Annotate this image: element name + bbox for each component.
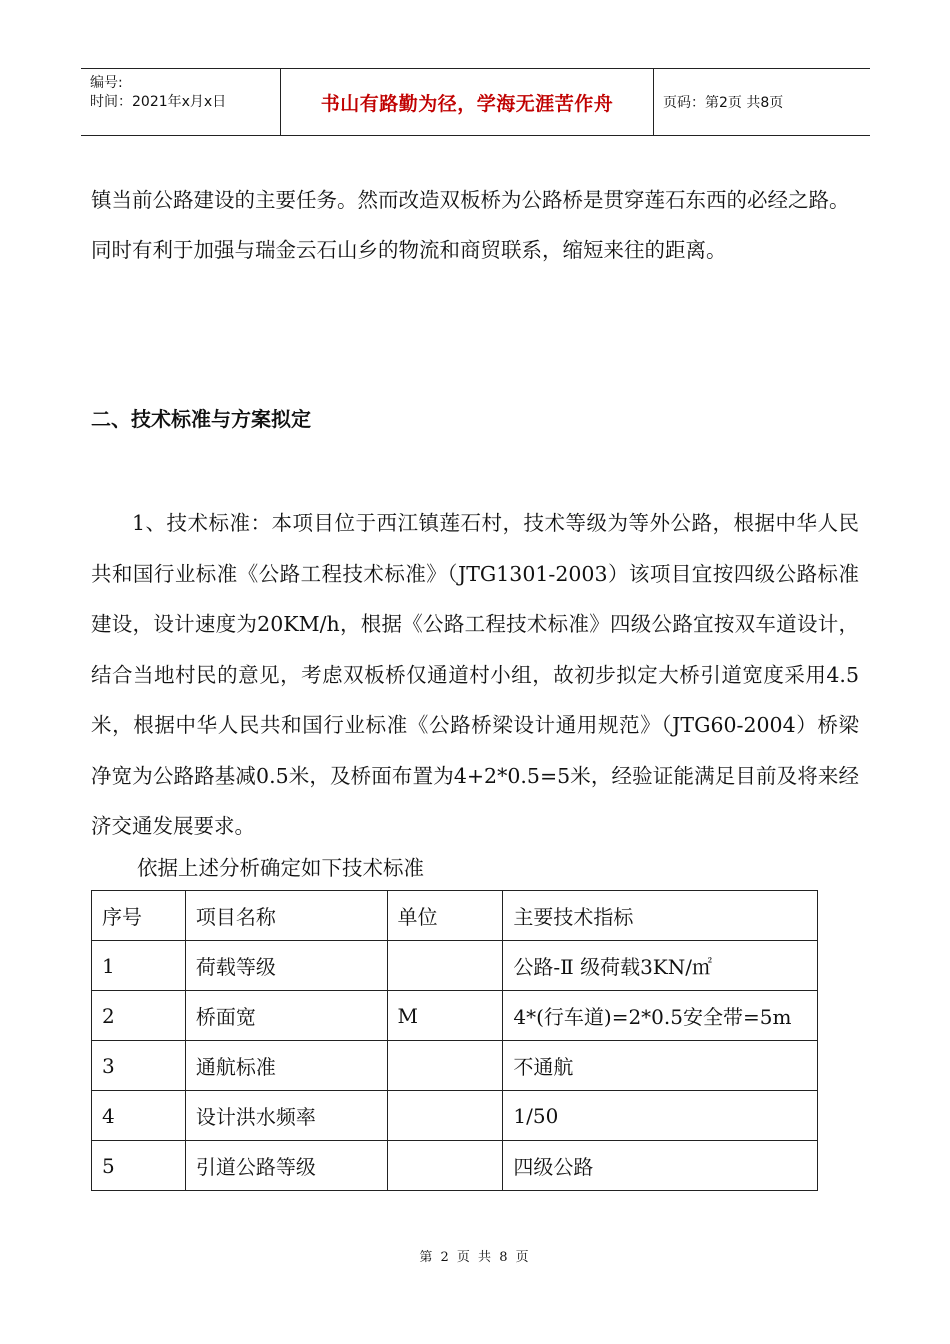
table-cell: 四级公路 [503,1141,818,1191]
table-row [92,1041,818,1091]
table-cell: 引道公路等级 [185,1141,387,1191]
table-cell: 3 [92,1041,186,1091]
table-cell: 设计洪水频率 [185,1091,387,1141]
header-page-info: 页码：第2页 共8页 [663,95,784,111]
document-number-label: 编号: [90,75,123,91]
table-cell: 1 [92,941,186,991]
table-cell: 5 [92,1141,186,1191]
header-motto-cell [281,69,654,135]
table-cell: 2 [92,991,186,1041]
table-cell: 桥面宽 [185,991,387,1041]
table-header-cell: 项目名称 [185,891,387,941]
table-cell: 4 [92,1091,186,1141]
table-row [92,941,818,991]
table-cell: 不通航 [503,1041,818,1091]
table-cell [387,1091,503,1141]
table-cell: 4*(行车道)=2*0.5安全带=5m [503,991,818,1041]
table-row [92,1091,818,1141]
page-header [81,68,870,136]
table-header-row [92,891,818,941]
table-row [92,991,818,1041]
table-header-cell: 单位 [387,891,503,941]
table-cell: 荷载等级 [185,941,387,991]
technical-standards-table [91,890,818,1191]
table-cell [387,1141,503,1191]
table-cell: 通航标准 [185,1041,387,1091]
table-header-cell: 主要技术指标 [503,891,818,941]
table-cell: 1/50 [503,1091,818,1141]
table-cell: M [387,991,503,1041]
document-date-label: 时间：2021年x月x日 [90,94,227,110]
table-caption: 依据上述分析确定如下技术标准 [137,856,424,880]
body-paragraph-1: 镇当前公路建设的主要任务。然而改造双板桥为公路桥是贯穿莲石东西的必经之路。同时有利于加强与瑞金云石山乡的物流和商贸联系，缩短来往的距离。 [91,188,850,262]
table-cell [387,941,503,991]
table-row [92,1141,818,1191]
section-heading: 二、技术标准与方案拟定 [91,407,311,431]
table-cell [387,1041,503,1091]
body-paragraph-2: 1、技术标准：本项目位于西江镇莲石村，技术等级为等外公路，根据中华人民共和国行业标准《公路工程技术标准》（JTG1301-2003）该项目宜按四级公路标准建设，设计速度为20KM/h，根据《公路工程技术标准》四级公路宜按双车道设计，结合当地村民的意见，考虑双板桥仅通道村小组，故初步拟定大桥引道宽度采用4.5米，根据中华人民共和国行业标准《公路桥梁设计通用规范》（JTG60-2004）桥梁净宽为公路路基减0.5米，及桥面布置为4+2*0.5=5米，经验证能满足目前及将来经济交通发展要求。 [91,511,859,838]
header-meta [81,69,281,135]
table-cell: 公路-Ⅱ 级荷载3KN/㎡ [503,941,818,991]
table-header-cell: 序号 [92,891,186,941]
page-footer: 第 2 页 共 8 页 [419,1250,531,1265]
header-motto: 书山有路勤为径，学海无涯苦作舟 [320,92,614,115]
